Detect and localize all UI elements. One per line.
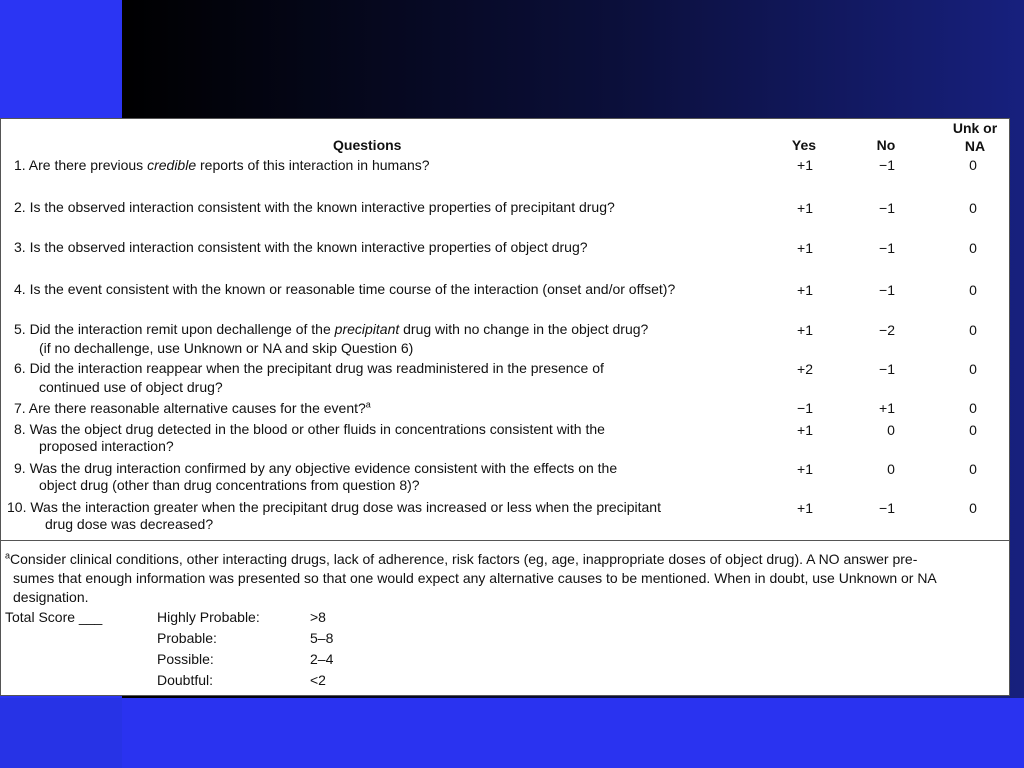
question-5: 5. Did the interaction remit upon dechallenge of the precipitant drug with no change in the object drug?: [14, 321, 649, 337]
question-9-cont: object drug (other than drug concentrations from question 8)?: [39, 477, 420, 493]
header-no: No: [876, 137, 896, 153]
q9-yes: +1: [797, 461, 813, 477]
score-level-range: 5–8: [310, 630, 334, 646]
footnote-line-3: designation.: [13, 589, 89, 605]
q5-yes: +1: [797, 322, 813, 338]
question-10: 10. Was the interaction greater when the precipitant drug dose was increased or less when the precipitant: [7, 499, 661, 515]
q1-no: −1: [879, 157, 895, 173]
q9-no: 0: [887, 461, 895, 477]
question-5-note: (if no dechallenge, use Unknown or NA and skip Question 6): [39, 340, 414, 356]
score-level-range: >8: [310, 609, 326, 625]
q4-no: −1: [879, 282, 895, 298]
q8-no: 0: [887, 422, 895, 438]
q3-unk: 0: [969, 240, 977, 256]
q10-yes: +1: [797, 500, 813, 516]
q10-unk: 0: [969, 500, 977, 516]
question-1: 1. Are there previous credible reports of this interaction in humans?: [14, 157, 430, 173]
question-6-cont: continued use of object drug?: [39, 379, 223, 395]
score-level-range: 2–4: [310, 651, 334, 667]
question-8: 8. Was the object drug detected in the blood or other fluids in concentrations consistent with the: [14, 421, 605, 437]
score-level-label: Highly Probable:: [157, 609, 260, 625]
header-unk-na: Unk or NA: [952, 120, 998, 154]
drug-interaction-probability-table: [0, 118, 1010, 696]
score-level-label: Probable:: [157, 630, 217, 646]
q7-yes: −1: [797, 400, 813, 416]
q7-unk: 0: [969, 400, 977, 416]
q4-unk: 0: [969, 282, 977, 298]
footnote-line-1: $^a$Consider clinical conditions, other interacting drugs, lack of adherence, risk factors (eg, age, inappropriate doses of object drug). A NO answer pre-: [5, 550, 918, 567]
q9-unk: 0: [969, 461, 977, 477]
header-questions: Questions: [333, 137, 402, 153]
q1-unk: 0: [969, 157, 977, 173]
question-4: 4. Is the event consistent with the known or reasonable time course of the interaction (onset and/or offset)?: [14, 281, 676, 297]
q5-unk: 0: [969, 322, 977, 338]
slide-bottom-band: [0, 698, 1024, 768]
q3-no: −1: [879, 240, 895, 256]
question-10-cont: drug dose was decreased?: [45, 516, 214, 532]
question-9: 9. Was the drug interaction confirmed by any objective evidence consistent with the effects on the: [14, 460, 618, 476]
total-score-label: Total Score ___: [5, 609, 103, 625]
q6-unk: 0: [969, 361, 977, 377]
q6-yes: +2: [797, 361, 813, 377]
q8-unk: 0: [969, 422, 977, 438]
question-8-cont: proposed interaction?: [39, 438, 174, 454]
q3-yes: +1: [797, 240, 813, 256]
header-yes: Yes: [791, 137, 817, 153]
q1-yes: +1: [797, 157, 813, 173]
q2-yes: +1: [797, 200, 813, 216]
question-2: 2. Is the observed interaction consistent with the known interactive properties of precipitant drug?: [14, 199, 615, 215]
q10-no: −1: [879, 500, 895, 516]
q4-yes: +1: [797, 282, 813, 298]
score-level-range: <2: [310, 672, 326, 688]
q2-unk: 0: [969, 200, 977, 216]
score-level-label: Doubtful:: [157, 672, 214, 688]
slide-bottom-accent: [0, 698, 122, 768]
footnote-line-2: sumes that enough information was presented so that one would expect any alternative causes to be mentioned. When in doubt, use Unknown or NA: [13, 570, 937, 586]
question-7: 7. Are there reasonable alternative causes for the event?$^a$: [14, 399, 371, 416]
score-level-label: Possible:: [157, 651, 214, 667]
question-3: 3. Is the observed interaction consistent with the known interactive properties of object drug?: [14, 239, 588, 255]
q6-no: −1: [879, 361, 895, 377]
q5-no: −2: [879, 322, 895, 338]
q8-yes: +1: [797, 422, 813, 438]
table-divider: [1, 540, 1009, 541]
q7-no: +1: [879, 400, 895, 416]
q2-no: −1: [879, 200, 895, 216]
question-6: 6. Did the interaction reappear when the precipitant drug was readministered in the presence of: [14, 360, 604, 376]
